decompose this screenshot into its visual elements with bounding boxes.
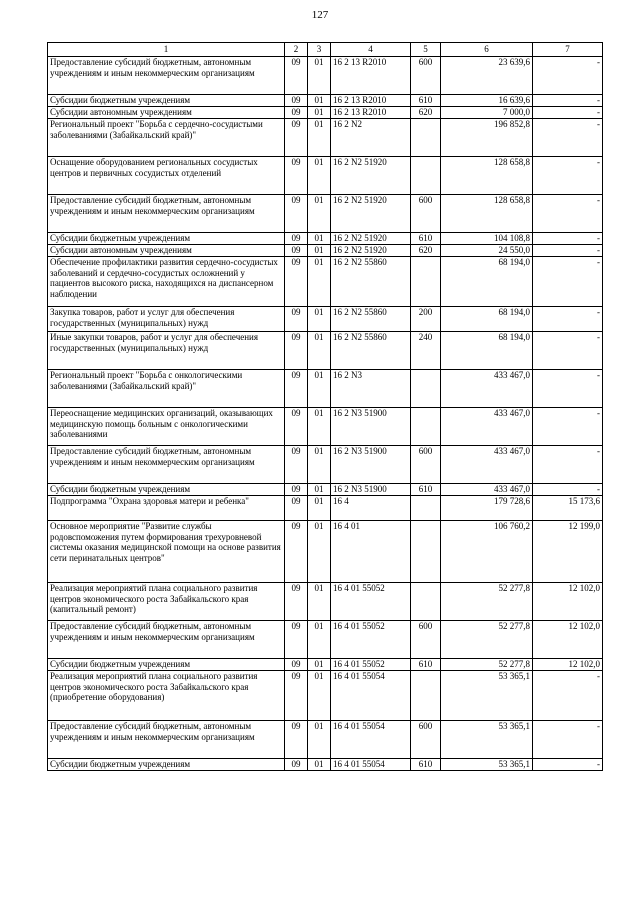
row-subsection-code: 01 — [308, 408, 331, 446]
row-target-code: 16 2 13 R2010 — [331, 95, 411, 107]
row-target-code: 16 4 01 55054 — [331, 759, 411, 771]
row-target-code: 16 2 13 R2010 — [331, 57, 411, 95]
header-cell: 5 — [411, 43, 441, 57]
row-amount-col7: - — [533, 671, 603, 721]
row-expense-type — [411, 408, 441, 446]
row-name: Предоставление субсидий бюджетным, автономным учреждениям и иным некоммерческим организациям — [48, 721, 285, 759]
row-name: Субсидии бюджетным учреждениям — [48, 95, 285, 107]
row-target-code: 16 2 N2 51920 — [331, 195, 411, 233]
row-name: Реализация мероприятий плана социального развития центров экономического роста Забайкальского края (приобретение оборудования) — [48, 671, 285, 721]
row-name: Иные закупки товаров, работ и услуг для обеспечения государственных (муниципальных) нужд — [48, 332, 285, 370]
row-subsection-code: 01 — [308, 621, 331, 659]
row-name: Субсидии бюджетным учреждениям — [48, 659, 285, 671]
row-amount-col7: - — [533, 307, 603, 332]
row-subsection-code: 01 — [308, 446, 331, 484]
row-section-code: 09 — [285, 496, 308, 521]
table-row — [48, 521, 603, 583]
row-amount-col6: 433 467,0 — [441, 446, 533, 484]
row-expense-type: 610 — [411, 233, 441, 245]
row-section-code: 09 — [285, 521, 308, 583]
header-cell: 7 — [533, 43, 603, 57]
row-target-code: 16 2 N2 — [331, 119, 411, 157]
row-name: Предоставление субсидий бюджетным, автономным учреждениям и иным некоммерческим организациям — [48, 195, 285, 233]
row-amount-col6: 196 852,8 — [441, 119, 533, 157]
table-row — [48, 370, 603, 408]
row-section-code: 09 — [285, 408, 308, 446]
row-name: Региональный проект "Борьба с онкологическими заболеваниями (Забайкальский край)" — [48, 370, 285, 408]
row-amount-col7: - — [533, 484, 603, 496]
row-section-code: 09 — [285, 659, 308, 671]
table-row — [48, 332, 603, 370]
row-amount-col6: 433 467,0 — [441, 370, 533, 408]
row-amount-col7: - — [533, 759, 603, 771]
row-subsection-code: 01 — [308, 370, 331, 408]
row-section-code: 09 — [285, 484, 308, 496]
row-subsection-code: 01 — [308, 484, 331, 496]
row-target-code: 16 2 N2 55860 — [331, 332, 411, 370]
row-name: Предоставление субсидий бюджетным, автономным учреждениям и иным некоммерческим организациям — [48, 57, 285, 95]
row-expense-type: 600 — [411, 446, 441, 484]
row-subsection-code: 01 — [308, 57, 331, 95]
row-amount-col7: - — [533, 233, 603, 245]
row-target-code: 16 4 — [331, 496, 411, 521]
row-expense-type — [411, 521, 441, 583]
row-subsection-code: 01 — [308, 521, 331, 583]
row-section-code: 09 — [285, 95, 308, 107]
row-section-code: 09 — [285, 157, 308, 195]
row-expense-type: 620 — [411, 245, 441, 257]
row-name: Предоставление субсидий бюджетным, автономным учреждениям и иным некоммерческим организациям — [48, 621, 285, 659]
header-cell: 4 — [331, 43, 411, 57]
row-expense-type — [411, 583, 441, 621]
row-amount-col7: - — [533, 95, 603, 107]
row-subsection-code: 01 — [308, 195, 331, 233]
row-section-code: 09 — [285, 119, 308, 157]
row-amount-col7: - — [533, 257, 603, 307]
row-expense-type — [411, 370, 441, 408]
table-row — [48, 621, 603, 659]
table-row — [48, 95, 603, 107]
row-target-code: 16 2 13 R2010 — [331, 107, 411, 119]
row-expense-type: 610 — [411, 484, 441, 496]
row-section-code: 09 — [285, 245, 308, 257]
row-amount-col6: 52 277,8 — [441, 583, 533, 621]
row-subsection-code: 01 — [308, 245, 331, 257]
row-subsection-code: 01 — [308, 119, 331, 157]
row-section-code: 09 — [285, 257, 308, 307]
table-row — [48, 245, 603, 257]
row-subsection-code: 01 — [308, 233, 331, 245]
row-section-code: 09 — [285, 759, 308, 771]
row-target-code: 16 2 N3 51900 — [331, 408, 411, 446]
table-row — [48, 484, 603, 496]
row-amount-col6: 23 639,6 — [441, 57, 533, 95]
row-amount-col7: 12 102,0 — [533, 583, 603, 621]
row-subsection-code: 01 — [308, 759, 331, 771]
row-target-code: 16 2 N2 51920 — [331, 233, 411, 245]
row-target-code: 16 2 N3 — [331, 370, 411, 408]
row-section-code: 09 — [285, 446, 308, 484]
row-expense-type: 610 — [411, 659, 441, 671]
row-amount-col6: 7 000,0 — [441, 107, 533, 119]
row-subsection-code: 01 — [308, 257, 331, 307]
table-row — [48, 659, 603, 671]
row-name: Региональный проект "Борьба с сердечно-сосудистыми заболеваниями (Забайкальский край)" — [48, 119, 285, 157]
table-body — [48, 57, 603, 771]
row-amount-col7: - — [533, 332, 603, 370]
row-amount-col7: - — [533, 157, 603, 195]
row-name: Основное мероприятие "Развитие службы родовспоможения путем формирования трехуровневой системы оказания медицинской помощи на основе развития сети перинатальных центров" — [48, 521, 285, 583]
row-section-code: 09 — [285, 57, 308, 95]
row-amount-col7: - — [533, 57, 603, 95]
row-target-code: 16 4 01 55054 — [331, 671, 411, 721]
row-subsection-code: 01 — [308, 107, 331, 119]
row-subsection-code: 01 — [308, 157, 331, 195]
budget-table — [47, 42, 603, 771]
table-row — [48, 307, 603, 332]
row-section-code: 09 — [285, 107, 308, 119]
table-row — [48, 408, 603, 446]
page-number: 127 — [311, 9, 329, 21]
row-target-code: 16 2 N3 51900 — [331, 446, 411, 484]
row-expense-type: 610 — [411, 95, 441, 107]
row-target-code: 16 4 01 55054 — [331, 721, 411, 759]
row-section-code: 09 — [285, 721, 308, 759]
row-subsection-code: 01 — [308, 671, 331, 721]
row-amount-col7: - — [533, 119, 603, 157]
table-row — [48, 583, 603, 621]
row-name: Предоставление субсидий бюджетным, автономным учреждениям и иным некоммерческим организациям — [48, 446, 285, 484]
row-section-code: 09 — [285, 370, 308, 408]
row-target-code: 16 4 01 — [331, 521, 411, 583]
header-row — [48, 43, 603, 57]
row-subsection-code: 01 — [308, 95, 331, 107]
row-name: Переоснащение медицинских организаций, оказывающих медицинскую помощь больным с онкологическими заболеваниями — [48, 408, 285, 446]
row-amount-col6: 433 467,0 — [441, 484, 533, 496]
row-amount-col6: 104 108,8 — [441, 233, 533, 245]
table-row — [48, 195, 603, 233]
row-expense-type: 620 — [411, 107, 441, 119]
header-cell: 6 — [441, 43, 533, 57]
row-target-code: 16 4 01 55052 — [331, 621, 411, 659]
row-name: Реализация мероприятий плана социального развития центров экономического роста Забайкальского края (капитальный ремонт) — [48, 583, 285, 621]
row-name: Подпрограмма "Охрана здоровья матери и ребенка" — [48, 496, 285, 521]
row-amount-col7: 15 173,6 — [533, 496, 603, 521]
row-amount-col7: - — [533, 107, 603, 119]
row-amount-col6: 433 467,0 — [441, 408, 533, 446]
row-subsection-code: 01 — [308, 721, 331, 759]
row-subsection-code: 01 — [308, 659, 331, 671]
header-cell: 2 — [285, 43, 308, 57]
header-cell: 1 — [48, 43, 285, 57]
row-expense-type — [411, 496, 441, 521]
table-row — [48, 496, 603, 521]
row-name: Субсидии автономным учреждениям — [48, 107, 285, 119]
row-amount-col6: 106 760,2 — [441, 521, 533, 583]
row-amount-col7: 12 199,0 — [533, 521, 603, 583]
row-expense-type: 240 — [411, 332, 441, 370]
row-amount-col6: 68 194,0 — [441, 332, 533, 370]
row-name: Субсидии бюджетным учреждениям — [48, 759, 285, 771]
row-amount-col6: 24 550,0 — [441, 245, 533, 257]
row-section-code: 09 — [285, 233, 308, 245]
row-section-code: 09 — [285, 621, 308, 659]
row-name: Оснащение оборудованием региональных сосудистых центров и первичных сосудистых отделений — [48, 157, 285, 195]
table-row — [48, 759, 603, 771]
row-amount-col6: 52 277,8 — [441, 621, 533, 659]
row-target-code: 16 2 N2 51920 — [331, 157, 411, 195]
row-amount-col6: 53 365,1 — [441, 721, 533, 759]
row-expense-type: 600 — [411, 57, 441, 95]
row-section-code: 09 — [285, 583, 308, 621]
table-row — [48, 233, 603, 245]
row-expense-type — [411, 257, 441, 307]
row-expense-type: 600 — [411, 195, 441, 233]
row-name: Закупка товаров, работ и услуг для обеспечения государственных (муниципальных) нужд — [48, 307, 285, 332]
row-expense-type: 610 — [411, 759, 441, 771]
row-section-code: 09 — [285, 307, 308, 332]
row-expense-type: 600 — [411, 721, 441, 759]
row-amount-col6: 128 658,8 — [441, 195, 533, 233]
table-row — [48, 721, 603, 759]
row-amount-col6: 128 658,8 — [441, 157, 533, 195]
row-amount-col7: - — [533, 408, 603, 446]
row-target-code: 16 4 01 55052 — [331, 659, 411, 671]
row-amount-col6: 68 194,0 — [441, 257, 533, 307]
row-subsection-code: 01 — [308, 496, 331, 521]
row-amount-col7: - — [533, 245, 603, 257]
row-amount-col7: 12 102,0 — [533, 659, 603, 671]
row-amount-col6: 53 365,1 — [441, 671, 533, 721]
row-amount-col6: 179 728,6 — [441, 496, 533, 521]
row-amount-col7: 12 102,0 — [533, 621, 603, 659]
row-amount-col7: - — [533, 446, 603, 484]
row-expense-type — [411, 157, 441, 195]
row-name: Субсидии бюджетным учреждениям — [48, 233, 285, 245]
row-expense-type: 200 — [411, 307, 441, 332]
row-amount-col7: - — [533, 195, 603, 233]
row-amount-col6: 52 277,8 — [441, 659, 533, 671]
table-row — [48, 157, 603, 195]
row-section-code: 09 — [285, 332, 308, 370]
row-amount-col7: - — [533, 370, 603, 408]
table-row — [48, 257, 603, 307]
row-name: Субсидии автономным учреждениям — [48, 245, 285, 257]
table-row — [48, 119, 603, 157]
table-row — [48, 671, 603, 721]
row-target-code: 16 2 N2 55860 — [331, 257, 411, 307]
row-target-code: 16 2 N2 55860 — [331, 307, 411, 332]
row-name: Обеспечение профилактики развития сердечно-сосудистых заболеваний и сердечно-сосудистых осложнений у пациентов высокого риска, находящихся на диспансерном наблюдении — [48, 257, 285, 307]
row-subsection-code: 01 — [308, 332, 331, 370]
row-subsection-code: 01 — [308, 307, 331, 332]
row-amount-col6: 16 639,6 — [441, 95, 533, 107]
row-expense-type — [411, 119, 441, 157]
row-name: Субсидии бюджетным учреждениям — [48, 484, 285, 496]
row-target-code: 16 2 N2 51920 — [331, 245, 411, 257]
row-target-code: 16 2 N3 51900 — [331, 484, 411, 496]
row-expense-type — [411, 671, 441, 721]
header-cell: 3 — [308, 43, 331, 57]
row-amount-col6: 53 365,1 — [441, 759, 533, 771]
row-target-code: 16 4 01 55052 — [331, 583, 411, 621]
row-amount-col6: 68 194,0 — [441, 307, 533, 332]
row-section-code: 09 — [285, 195, 308, 233]
row-expense-type: 600 — [411, 621, 441, 659]
row-amount-col7: - — [533, 721, 603, 759]
row-section-code: 09 — [285, 671, 308, 721]
table-row — [48, 57, 603, 95]
table-row — [48, 107, 603, 119]
table-row — [48, 446, 603, 484]
row-subsection-code: 01 — [308, 583, 331, 621]
